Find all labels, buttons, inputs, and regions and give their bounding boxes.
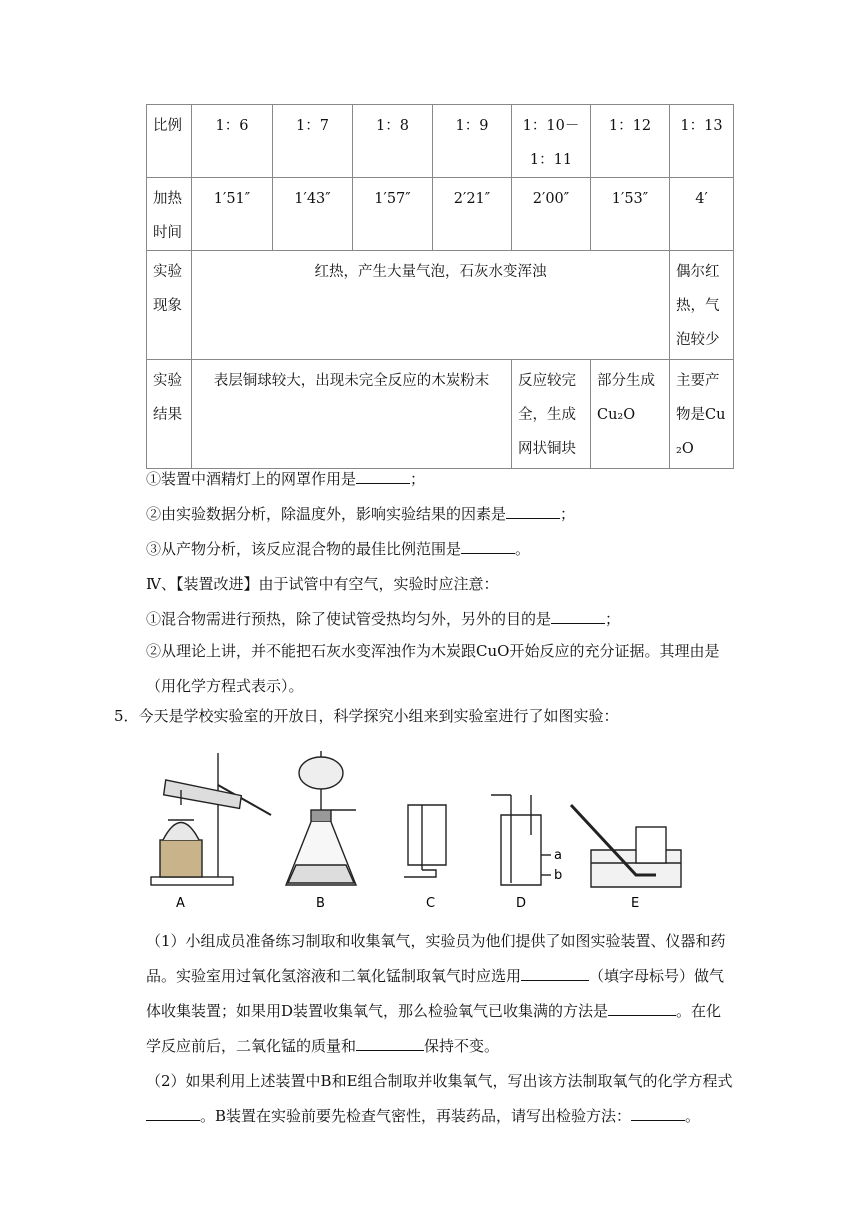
question-text: （2）如果利用上述装置中B和E组合制取并收集氧气，写出该方法制取氧气的化学方程式 xyxy=(146,1072,733,1090)
apparatus-label-a: A xyxy=(176,896,185,911)
table-cell: 1：10－1：11 xyxy=(512,105,591,178)
apparatus-c xyxy=(404,805,446,877)
table-cell: 反应较完全，生成网状铜块 xyxy=(512,360,591,469)
table-cell: 1：9 xyxy=(433,105,512,178)
table-cell: 部分生成Cu₂O xyxy=(591,360,670,469)
section-4-title: Ⅳ、【装置改进】由于试管中有空气，实验时应注意： xyxy=(146,575,499,593)
apparatus-label-b: B xyxy=(316,896,325,911)
table-cell: 主要产物是Cu₂O xyxy=(670,360,734,469)
apparatus-label-d-a: a xyxy=(554,848,562,863)
row-header-phenomenon: 实验现象 xyxy=(147,251,192,360)
apparatus-a xyxy=(151,753,271,885)
question-text: ③从产物分析，该反应混合物的最佳比例范围是 xyxy=(146,540,462,558)
table-cell: 1′51″ xyxy=(192,178,273,251)
question-text: ①装置中酒精灯上的网罩作用是 xyxy=(146,470,357,488)
question-text: 保持不变。 xyxy=(424,1037,500,1055)
answer-blank[interactable] xyxy=(631,1107,685,1121)
answer-blank[interactable] xyxy=(356,1037,424,1051)
question-5-1 xyxy=(146,924,736,1064)
punctuation: ； xyxy=(605,610,621,628)
table-row-phenomenon xyxy=(147,251,734,360)
punctuation: 。 xyxy=(685,1107,701,1125)
table-cell: 1：7 xyxy=(273,105,353,178)
apparatus-e xyxy=(571,805,681,887)
table-cell: 偶尔红热，气泡较少 xyxy=(670,251,734,360)
question-4-1 xyxy=(146,608,620,629)
question-5-2 xyxy=(146,1064,736,1134)
table-cell: 1′57″ xyxy=(353,178,433,251)
question-4-2: ②从理论上讲，并不能把石灰水变浑浊作为木炭跟CuO开始反应的充分证据。其理由是（用化学方程式表示）。 xyxy=(146,642,720,695)
experiment-table xyxy=(146,104,734,469)
answer-blank[interactable] xyxy=(461,540,515,554)
question-text: 。在化学反应前后，二氧化锰的质量和 xyxy=(146,1002,722,1055)
table-cell: 2′21″ xyxy=(433,178,512,251)
row-header-time: 加热时间 xyxy=(147,178,192,251)
answer-blank[interactable] xyxy=(356,470,410,484)
apparatus-figure xyxy=(146,745,706,915)
table-row-time xyxy=(147,178,734,251)
table-cell: 1：6 xyxy=(192,105,273,178)
row-header-result: 实验结果 xyxy=(147,360,192,469)
apparatus-label-e: E xyxy=(631,896,640,911)
table-cell: 1：13 xyxy=(670,105,734,178)
question-5-stem: 5．今天是学校实验室的开放日，科学探究小组来到实验室进行了如图实验： xyxy=(114,707,619,725)
question-3-2 xyxy=(146,503,575,524)
question-text: （填字母标号）做气体收集装置；如果用D装置收集氧气，那么检验氧气已收集满的方法是 xyxy=(146,967,725,1020)
row-header-ratio: 比例 xyxy=(147,105,192,178)
punctuation: ； xyxy=(410,470,426,488)
table-cell: 1：8 xyxy=(353,105,433,178)
answer-blank[interactable] xyxy=(608,1002,676,1016)
apparatus-label-c: C xyxy=(426,896,436,911)
answer-blank[interactable] xyxy=(506,505,560,519)
question-3-3 xyxy=(146,538,530,559)
question-3-1 xyxy=(146,468,425,489)
table-row-ratio xyxy=(147,105,734,178)
answer-blank[interactable] xyxy=(551,610,605,624)
question-text: 。B装置在实验前要先检查气密性，再装药品，请写出检验方法： xyxy=(200,1107,632,1125)
table-cell-merged: 表层铜球较大，出现未完全反应的木炭粉末 xyxy=(192,360,512,469)
answer-blank[interactable] xyxy=(521,967,589,981)
table-cell: 4′ xyxy=(670,178,734,251)
question-text: ①混合物需进行预热，除了使试管受热均匀外，另外的目的是 xyxy=(146,610,552,628)
table-cell: 1′43″ xyxy=(273,178,353,251)
table-cell-merged: 红热，产生大量气泡，石灰水变浑浊 xyxy=(192,251,670,360)
apparatus-label-d: D xyxy=(516,896,527,911)
table-row-result xyxy=(147,360,734,469)
table-cell: 1：12 xyxy=(591,105,670,178)
question-text: （1）小组成员准备练习制取和收集氧气，实验员为他们提供了如图实验装置、仪器和药品。实验室用过氧化氢溶液和二氧化锰制取氧气时应选用 xyxy=(146,932,726,985)
answer-blank[interactable] xyxy=(146,1107,200,1121)
apparatus-d xyxy=(491,795,551,885)
table-cell: 2′00″ xyxy=(512,178,591,251)
punctuation: ； xyxy=(560,505,576,523)
punctuation: 。 xyxy=(515,540,531,558)
apparatus-label-d-b: b xyxy=(554,868,563,883)
question-text: ②由实验数据分析，除温度外，影响实验结果的因素是 xyxy=(146,505,507,523)
apparatus-b xyxy=(286,751,356,885)
table-cell: 1′53″ xyxy=(591,178,670,251)
